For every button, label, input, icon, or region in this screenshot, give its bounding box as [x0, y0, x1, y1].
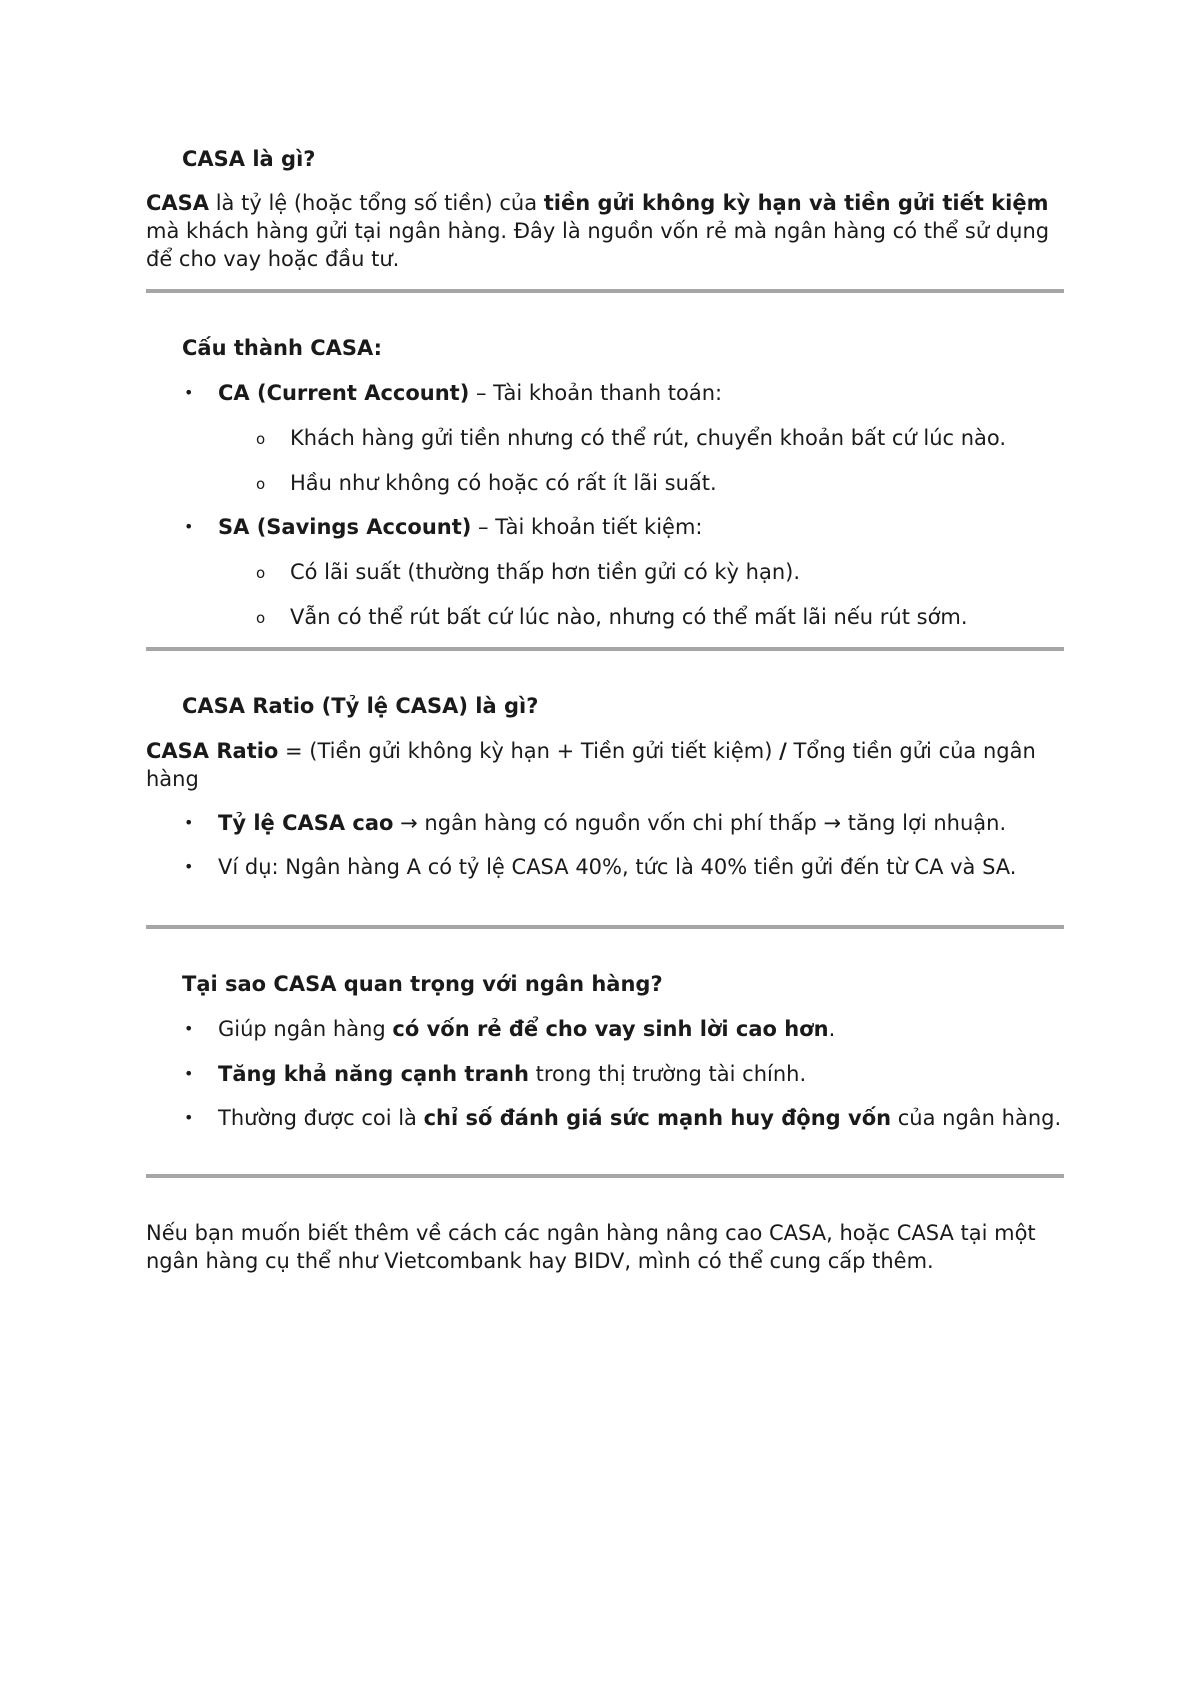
bullet-marker: • — [184, 383, 194, 402]
sub-bullet-marker: o — [256, 430, 266, 448]
section-heading-what-is-casa: CASA là gì? — [182, 147, 316, 171]
list-item-strength-indicator: • Thường được coi là chỉ số đánh giá sức mạnh huy động vốn của ngân hàng. — [184, 1106, 1062, 1130]
sub-item-ca-2: o Hầu như không có hoặc có rất ít lãi suất. — [256, 469, 1064, 497]
section-heading-why-casa-matters: Tại sao CASA quan trọng với ngân hàng? — [182, 972, 663, 996]
list-item-sa: • SA (Savings Account) – Tài khoản tiết kiệm: — [184, 515, 703, 539]
closing-paragraph: Nếu bạn muốn biết thêm về cách các ngân hàng nâng cao CASA, hoặc CASA tại một ngân hàng cụ thể như Vietcombank hay BIDV, mình có thể cung cấp thêm. — [146, 1221, 1036, 1273]
bullet-marker: • — [184, 1108, 194, 1127]
bullet-marker: • — [184, 813, 194, 832]
list-item-cheap-capital: • Giúp ngân hàng có vốn rẻ để cho vay sinh lời cao hơn. — [184, 1017, 836, 1041]
list-item-competitiveness: • Tăng khả năng cạnh tranh trong thị trường tài chính. — [184, 1062, 807, 1086]
casa-ratio-formula: CASA Ratio = (Tiền gửi không kỳ hạn + Tiền gửi tiết kiệm) / Tổng tiền gửi của ngân hàng — [146, 739, 1036, 791]
sub-bullet-marker: o — [256, 564, 266, 582]
bullet-marker: • — [184, 517, 194, 536]
sub-bullet-marker: o — [256, 609, 266, 627]
sub-item-sa-1: o Có lãi suất (thường thấp hơn tiền gửi có kỳ hạn). — [256, 558, 1064, 586]
section-heading-casa-components: Cấu thành CASA: — [182, 336, 383, 360]
section-divider — [146, 289, 1064, 293]
section-divider — [146, 647, 1064, 651]
section-divider — [146, 925, 1064, 929]
list-item-high-casa: • Tỷ lệ CASA cao → ngân hàng có nguồn vốn chi phí thấp → tăng lợi nhuận. — [184, 811, 1007, 835]
list-item-ca: • CA (Current Account) – Tài khoản thanh toán: — [184, 381, 723, 405]
bullet-marker: • — [184, 1019, 194, 1038]
list-item-example: • Ví dụ: Ngân hàng A có tỷ lệ CASA 40%, tức là 40% tiền gửi đến từ CA và SA. — [184, 855, 1017, 879]
sub-item-sa-2: o Vẫn có thể rút bất cứ lúc nào, nhưng có thể mất lãi nếu rút sớm. — [256, 603, 1064, 631]
casa-definition-paragraph: CASA là tỷ lệ (hoặc tổng số tiền) của tiền gửi không kỳ hạn và tiền gửi tiết kiệm mà khách hàng gửi tại ngân hàng. Đây là nguồn vốn rẻ mà ngân hàng có thể sử dụng để cho vay hoặc đầu tư. — [146, 191, 1050, 271]
term-deposits: tiền gửi không kỳ hạn và tiền gửi tiết kiệm — [543, 191, 1049, 215]
bullet-marker: • — [184, 857, 194, 876]
sub-item-ca-1: o Khách hàng gửi tiền nhưng có thể rút, chuyển khoản bất cứ lúc nào. — [256, 424, 1064, 452]
section-heading-casa-ratio: CASA Ratio (Tỷ lệ CASA) là gì? — [182, 694, 539, 718]
bullet-marker: • — [184, 1064, 194, 1083]
sub-bullet-marker: o — [256, 475, 266, 493]
section-divider — [146, 1174, 1064, 1178]
term-casa: CASA — [146, 191, 210, 215]
